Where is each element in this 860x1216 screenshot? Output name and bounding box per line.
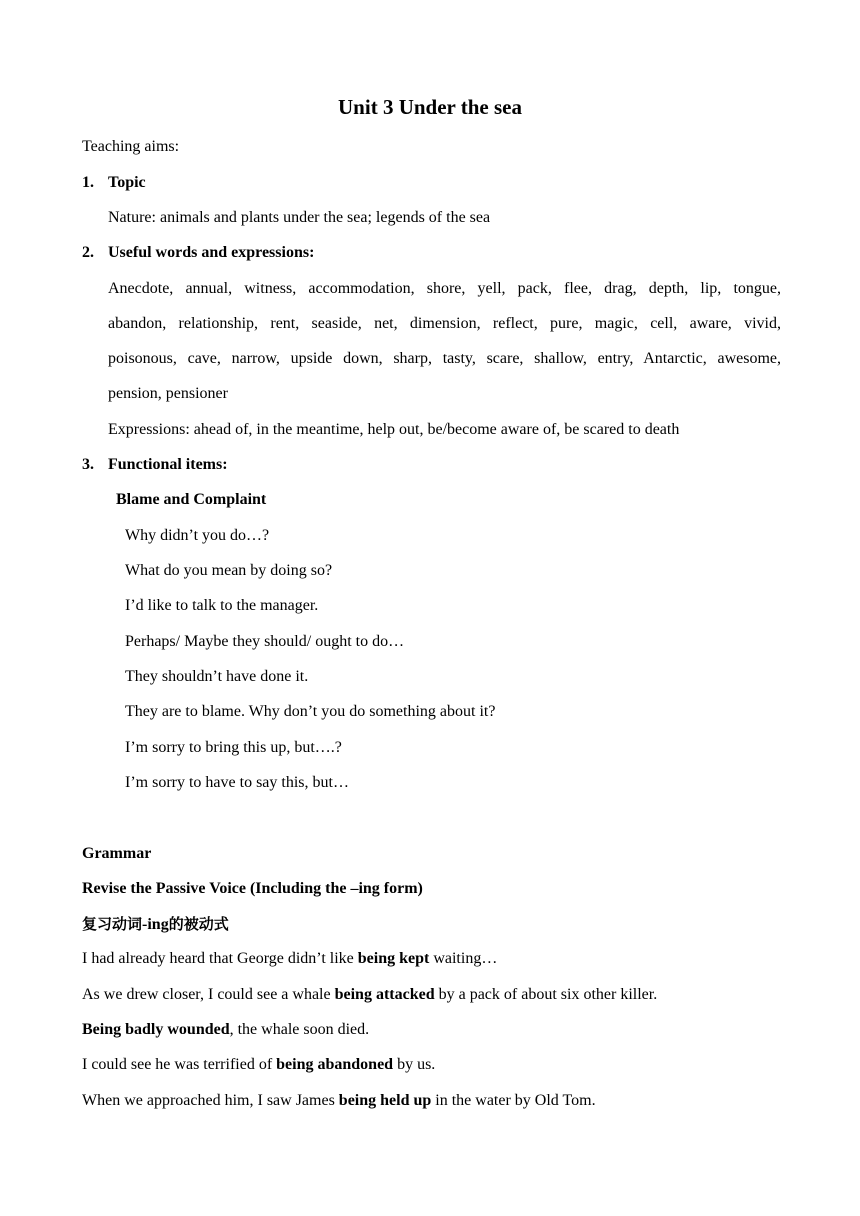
section-heading-words: Useful words and expressions: [108,244,315,261]
grammar-example [82,1055,780,1075]
words-line: abandon, relationship, rent, seaside, net, dimension, reflect, pure, magic, cell, aware, vivid, [108,315,781,332]
example-text: by us. [393,1056,436,1073]
blame-item: What do you mean by doing so? [125,562,333,579]
words-line: Anecdote, annual, witness, accommodation, shore, yell, pack, flee, drag, depth, lip, tongue, [108,280,781,297]
grammar-example [82,985,780,1005]
example-bold: being kept [357,950,430,967]
ing-text: -ing [142,916,169,933]
section-heading-topic: Topic [108,174,146,191]
example-text: by a pack of about six other killer. [434,986,658,1003]
words-line: pension, pensioner [108,385,228,402]
section-heading-functional: Functional items: [108,456,228,473]
grammar-example [82,949,780,969]
example-text: , the whale soon died. [229,1021,370,1038]
blame-item: They shouldn’t have done it. [125,668,309,685]
example-bold: being held up [338,1092,432,1109]
expressions-text: Expressions: ahead of, in the meantime, help out, be/become aware of, be scared to death [108,421,680,438]
blame-item: They are to blame. Why don’t you do something about it? [125,703,496,720]
example-text: I could see he was terrified of [82,1056,277,1073]
words-line: poisonous, cave, narrow, upside down, sharp, tasty, scare, shallow, entry, Antarctic, awesome, [108,350,781,367]
grammar-subheading: Revise the Passive Voice (Including the –ing form) [82,880,423,897]
example-text: As we drew closer, I could see a whale [82,986,335,1003]
chinese-text: 复习动词 [82,915,143,933]
blame-item: Why didn’t you do…? [125,527,270,544]
example-text: waiting… [429,950,498,967]
blame-item: I’d like to talk to the manager. [125,597,319,614]
example-bold: being abandoned [276,1056,394,1073]
blame-item: I’m sorry to bring this up, but….? [125,739,342,756]
grammar-example [82,1091,780,1111]
section-number-1: 1. [82,174,94,191]
example-bold: Being badly wounded [82,1021,230,1038]
grammar-heading: Grammar [82,845,152,862]
grammar-chinese-heading [82,914,780,935]
example-bold: being attacked [334,986,435,1003]
chinese-text: 的被动式 [168,915,229,933]
section-number-2: 2. [82,244,94,261]
example-text: I had already heard that George didn’t like [82,950,358,967]
page-title: Unit 3 Under the sea [338,95,522,119]
section-number-3: 3. [82,456,94,473]
teaching-aims-label: Teaching aims: [82,138,180,155]
blame-item: Perhaps/ Maybe they should/ ought to do… [125,633,405,650]
grammar-example [82,1020,780,1040]
blame-heading: Blame and Complaint [116,491,267,508]
example-text: in the water by Old Tom. [431,1092,596,1109]
blame-item: I’m sorry to have to say this, but… [125,774,349,791]
example-text: When we approached him, I saw James [82,1092,339,1109]
topic-text: Nature: animals and plants under the sea; legends of the sea [108,209,491,226]
